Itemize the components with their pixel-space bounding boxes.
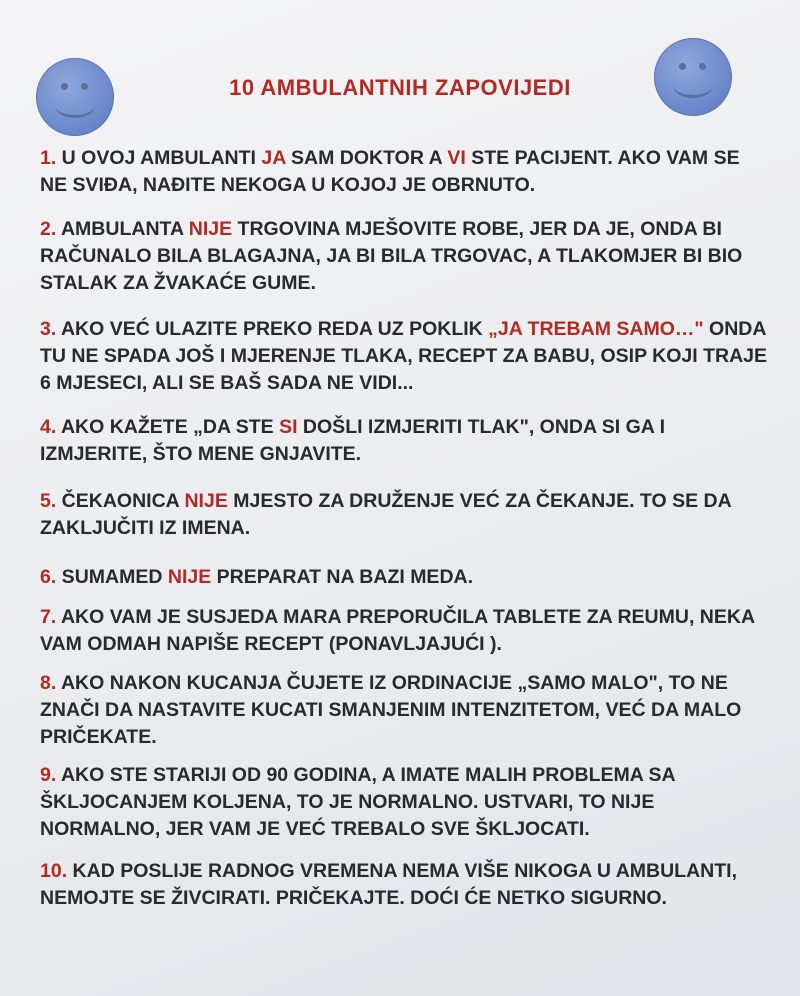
rule-text: AKO VEĆ ULAZITE PREKO REDA UZ POKLIK xyxy=(56,318,489,340)
rule-highlight: VI xyxy=(447,147,466,169)
rule-number: 6. xyxy=(40,566,57,588)
rule-text: MJESTO ZA DRUŽENJE VEĆ ZA ČEKANJE. TO SE DA ZAKLJUČITI IZ IMENA. xyxy=(40,490,731,539)
rule-highlight: NIJE xyxy=(188,218,233,240)
rule-8 xyxy=(40,670,770,751)
rule-text: KAD POSLIJE RADNOG VREMENA NEMA VIŠE NIKOGA U AMBULANTI, NEMOJTE SE ŽIVCIRATI. PRIČEKAJTE. DOĆI ĆE NETKO SIGURNO. xyxy=(40,860,738,909)
rule-9 xyxy=(40,762,770,843)
page-title: 10 AMBULANTNIH ZAPOVIJEDI xyxy=(229,75,571,100)
rule-text: TRGOVINA MJEŠOVITE ROBE, JER DA JE, ONDA BI RAČUNALO BILA BLAGAJNA, JA BI BILA TRGOVAC, A TLAKOMJER BI BIO STALAK ZA ŽVAKAĆE GUME. xyxy=(40,218,743,294)
rule-number: 7. xyxy=(40,606,57,628)
rule-highlight: NIJE xyxy=(167,566,212,588)
rule-4 xyxy=(40,414,770,468)
rule-5 xyxy=(40,488,770,542)
rule-text: ČEKAONICA xyxy=(56,490,185,512)
rule-number: 4. xyxy=(40,416,57,438)
rule-3 xyxy=(40,316,770,397)
rule-7 xyxy=(40,604,770,658)
rule-highlight: NIJE xyxy=(184,490,228,512)
rule-number: 8. xyxy=(40,672,57,694)
rule-text: AMBULANTA xyxy=(56,218,189,240)
rule-1 xyxy=(40,145,770,199)
rule-highlight: „JA TREBAM SAMO…" xyxy=(488,318,704,340)
smiley-eye xyxy=(679,63,686,70)
rule-text: SAM DOKTOR A xyxy=(285,147,448,169)
rule-text: PREPARAT NA BAZI MEDA. xyxy=(211,566,474,588)
rule-number: 1. xyxy=(40,147,57,169)
rule-text: AKO STE STARIJI OD 90 GODINA, A IMATE MALIH PROBLEMA SA ŠKLJOCANJEM KOLJENA, TO JE NORMALNO. USTVARI, TO NIJE NORMALNO, JER VAM JE VEĆ TREBALO SVE ŠKLJOCATI. xyxy=(40,764,675,840)
rule-2 xyxy=(40,216,770,297)
rule-number: 3. xyxy=(40,318,57,340)
rule-number: 5. xyxy=(40,490,57,512)
rule-text: DOŠLI IZMJERITI TLAK", ONDA SI GA I IZMJERITE, ŠTO MENE GNJAVITE. xyxy=(40,416,665,465)
rule-text: AKO NAKON KUCANJA ČUJETE IZ ORDINACIJE „SAMO MALO", TO NE ZNAČI DA NASTAVITE KUCATI SMANJENIM INTENZITETOM, VEĆ DA MALO PRIČEKATE. xyxy=(40,672,742,748)
smiley-eye xyxy=(699,63,706,70)
rule-text: AKO VAM JE SUSJEDA MARA PREPORUČILA TABLETE ZA REUMU, NEKA VAM ODMAH NAPIŠE RECEPT (PONAVLJAJUĆI ). xyxy=(40,606,755,655)
rule-6 xyxy=(40,564,770,591)
rule-highlight: JA xyxy=(261,147,286,169)
rule-highlight: SI xyxy=(279,416,298,438)
rule-number: 10. xyxy=(40,860,68,882)
rule-text: U OVOJ AMBULANTI xyxy=(56,147,262,169)
rule-10 xyxy=(40,858,770,912)
rule-number: 9. xyxy=(40,764,57,786)
rule-text: STE PACIJENT. AKO VAM SE NE SVIĐA, NAĐITE NEKOGA U KOJOJ JE OBRNUTO. xyxy=(40,147,740,196)
rule-text: ONDA TU NE SPADA JOŠ I MJERENJE TLAKA, RECEPT ZA BABU, OSIP KOJI TRAJE 6 MJESECI, ALI SE BAŠ SADA NE VIDI... xyxy=(40,318,768,394)
rule-text: AKO KAŽETE „DA STE xyxy=(56,416,280,438)
rule-text: SUMAMED xyxy=(56,566,168,588)
rule-number: 2. xyxy=(40,218,57,240)
